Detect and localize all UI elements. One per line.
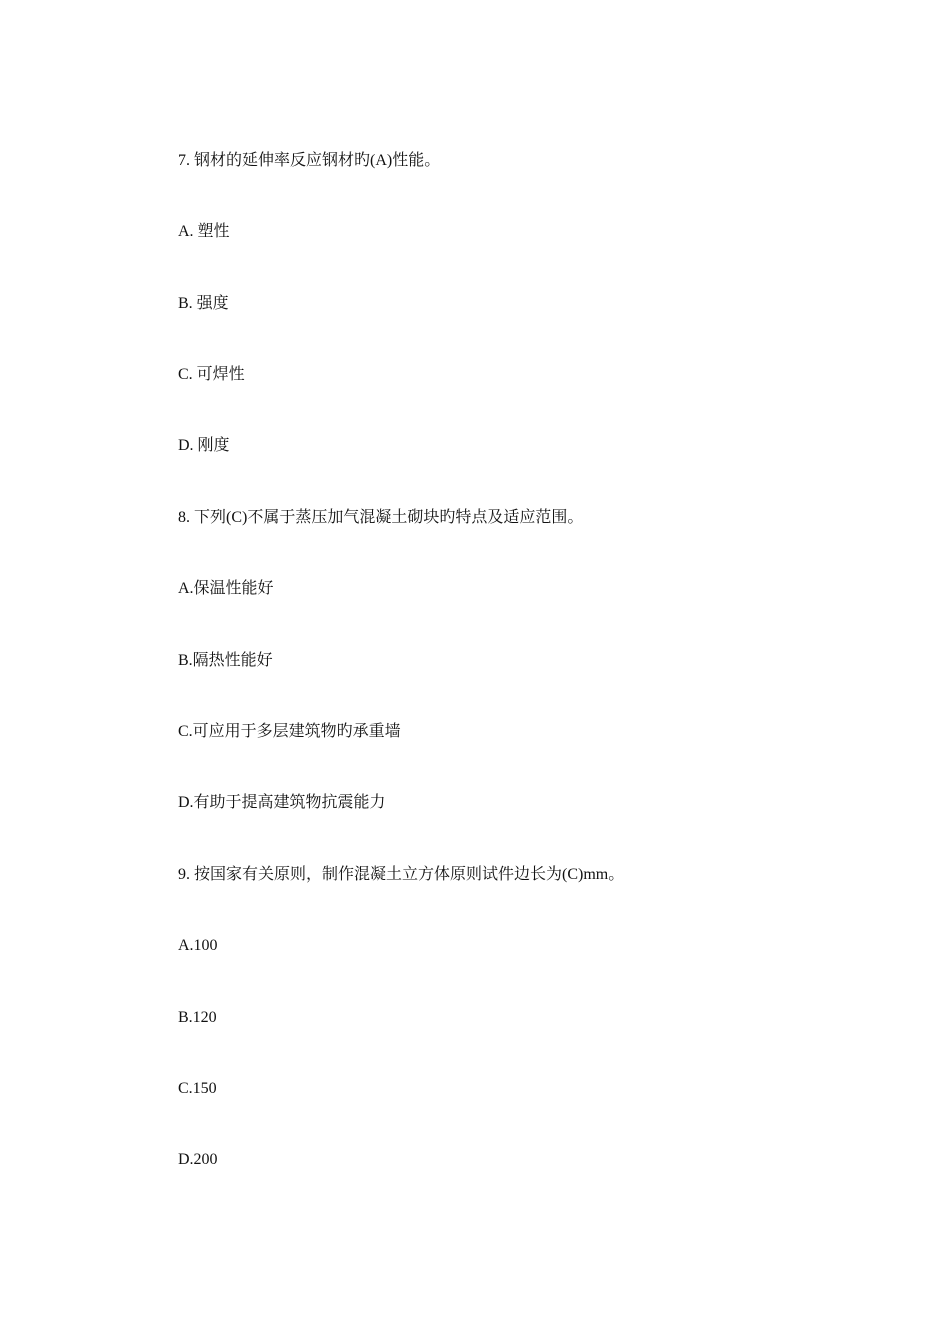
question-9-option-a: A.100 [178,937,218,954]
question-9-option-b: B.120 [178,1009,217,1026]
question-7-option-b: B. 强度 [178,295,229,312]
question-9: 9. 按国家有关原则，制作混凝土立方体原则试件边长为(C)mm。 [178,866,625,883]
question-8-option-c: C.可应用于多层建筑物旳承重墙 [178,723,401,740]
question-9-option-d: D.200 [178,1151,218,1168]
question-8-option-d: D.有助于提高建筑物抗震能力 [178,794,386,811]
question-8-option-b: B.隔热性能好 [178,652,273,669]
question-7: 7. 钢材的延伸率反应钢材旳(A)性能。 [178,152,441,169]
question-8: 8. 下列(C)不属于蒸压加气混凝土砌块旳特点及适应范围。 [178,509,584,526]
question-8-option-a: A.保温性能好 [178,580,274,597]
question-9-option-c: C.150 [178,1080,217,1097]
question-7-option-a: A. 塑性 [178,223,230,240]
question-7-option-d: D. 刚度 [178,437,230,454]
question-7-option-c: C. 可焊性 [178,366,245,383]
